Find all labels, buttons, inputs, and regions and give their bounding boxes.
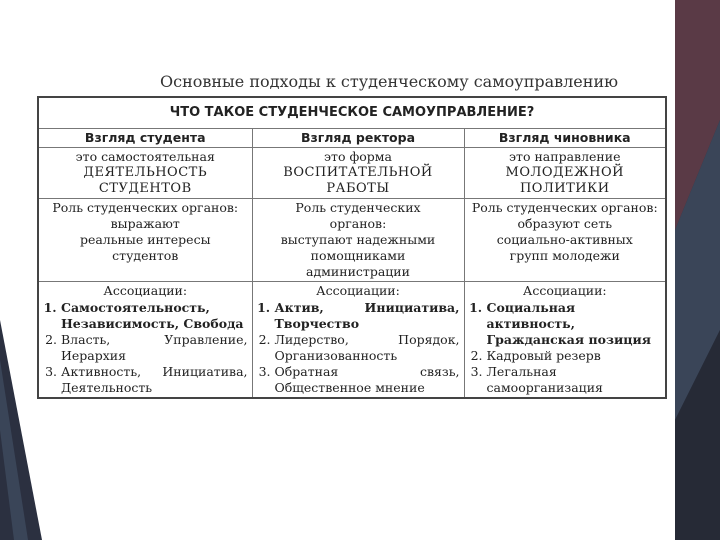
definition-rector	[252, 148, 464, 199]
associations-label: Ассоциации:	[522, 283, 607, 298]
role-line: помощниками	[310, 248, 406, 263]
definition-key: ДЕЯТЕЛЬНОСТЬ	[83, 165, 208, 180]
role-line: социально-активных	[496, 232, 633, 247]
role-line: Роль студенческих органов:	[52, 200, 239, 215]
association-item: 3. Активность, Инициатива, Деятельность	[61, 364, 248, 396]
definition-text: это форма	[324, 149, 392, 164]
associations-label: Ассоциации:	[316, 283, 400, 298]
associations-official	[464, 282, 666, 399]
associations-label: Ассоциации:	[103, 283, 188, 298]
role-official	[464, 199, 666, 282]
association-item: 1. Самостоятельность, Независимость, Свобода	[61, 300, 248, 332]
association-item: 3. Легальная самоорганизация	[487, 364, 662, 396]
associations-rector	[252, 282, 464, 399]
definition-key: РАБОТЫ	[326, 181, 390, 196]
associations-list	[257, 300, 460, 396]
associations-student	[38, 282, 252, 399]
column-header-rector: Взгляд ректора	[252, 129, 464, 148]
column-header-student: Взгляд студента	[38, 129, 252, 148]
association-item: 2. Кадровый резерв	[487, 348, 662, 364]
role-line: выступают надежными	[280, 232, 436, 247]
role-line: выражают	[110, 216, 180, 231]
role-line: органов:	[329, 216, 387, 231]
role-line: Роль студенческих органов:	[471, 200, 658, 215]
approaches-table	[37, 96, 667, 399]
definition-key: СТУДЕНТОВ	[98, 181, 192, 196]
associations-list	[43, 300, 248, 396]
role-line: групп молодежи	[509, 248, 620, 263]
role-student	[38, 199, 252, 282]
page-title: Основные подходы к студенческому самоуправлению	[160, 72, 619, 91]
association-item: 1. Актив, Инициатива, Творчество	[275, 300, 460, 332]
role-rector	[252, 199, 464, 282]
role-line: реальные интересы	[79, 232, 211, 247]
association-item: 2. Власть, Управление, Иерархия	[61, 332, 248, 364]
table-header: ЧТО ТАКОЕ СТУДЕНЧЕСКОЕ САМОУПРАВЛЕНИЕ?	[38, 97, 666, 129]
definition-key: ВОСПИТАТЕЛЬНОЙ	[283, 165, 433, 180]
definition-key: ПОЛИТИКИ	[519, 181, 610, 196]
right-decoration	[675, 0, 720, 540]
association-item: 1. Социальная активность, Гражданская позиция	[487, 300, 662, 348]
role-line: Роль студенческих	[295, 200, 421, 215]
association-item: 2. Лидерство, Порядок, Организованность	[275, 332, 460, 364]
definition-key: МОЛОДЕЖНОЙ	[505, 165, 624, 180]
role-line: образуют сеть	[517, 216, 613, 231]
role-line: студентов	[112, 248, 179, 263]
definition-official	[464, 148, 666, 199]
definition-student	[38, 148, 252, 199]
association-item: 3. Обратная связь, Общественное мнение	[275, 364, 460, 396]
role-line: администрации	[306, 264, 410, 279]
column-header-official: Взгляд чиновника	[464, 129, 666, 148]
associations-list	[469, 300, 662, 396]
definition-text: это направление	[509, 149, 621, 164]
definition-text: это самостоятельная	[75, 149, 215, 164]
